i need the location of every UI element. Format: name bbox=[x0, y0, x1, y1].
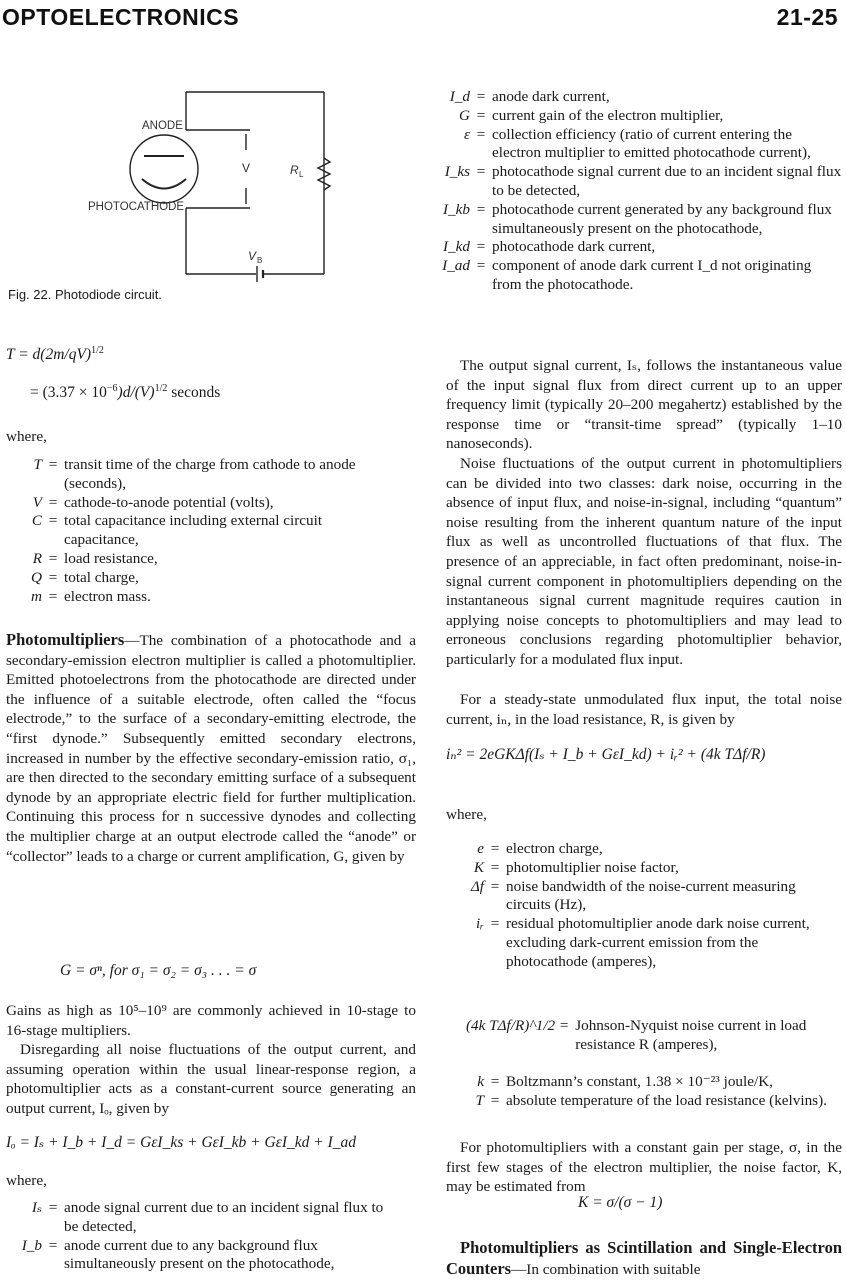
photocathode-current-definitions bbox=[404, 88, 844, 295]
definition-row bbox=[404, 126, 844, 164]
equals-sign: = bbox=[490, 877, 500, 895]
definition-row bbox=[418, 840, 838, 859]
equals-sign: = bbox=[48, 1199, 58, 1216]
equals-sign: = bbox=[476, 163, 486, 181]
definition-text: absolute temperature of the load resistance (kelvins). bbox=[506, 1091, 827, 1109]
definition-symbol: I_ad bbox=[442, 257, 470, 275]
noise-current-equation: iₙ² = 2eGKΔf(Iₛ + I_b + GεI_kd) + iᵣ² + (4k TΔf/R) bbox=[446, 746, 766, 763]
definition-symbol: Iₛ bbox=[31, 1199, 42, 1216]
transit-time-definitions bbox=[0, 456, 376, 606]
noise-factor-paragraph: For photomultipliers with a constant gain per stage, σ, in the first few stages of the electron multiplier, the noise factor, K, may be estimated from bbox=[446, 1139, 842, 1196]
definition-text: noise bandwidth of the noise-current measuring circuits (Hz), bbox=[506, 877, 796, 914]
definition-row bbox=[404, 238, 844, 257]
definition-text: electron charge, bbox=[506, 840, 603, 857]
definition-symbol: m bbox=[31, 587, 42, 605]
definition-row bbox=[404, 107, 844, 126]
definition-row bbox=[404, 201, 844, 239]
definition-text: load resistance, bbox=[64, 549, 158, 567]
equals-sign: = bbox=[48, 587, 58, 605]
definition-text: collection efficiency (ratio of current entering the electron multiplier to emitted photocathode current), bbox=[492, 125, 811, 162]
disregarding-paragraph: Disregarding all noise fluctuations of the output current, and assuming operation within the usual linear-response region, a photomultiplier acts as a constant-current source generating an output current, Iₒ, given by bbox=[6, 1041, 416, 1117]
section-heading-scintillation: Photomultipliers as Scintillation and Single-Electron Counters bbox=[446, 1238, 842, 1278]
photodiode-circuit-figure bbox=[60, 84, 350, 284]
equals-sign: = bbox=[490, 840, 500, 857]
definition-text: anode dark current, bbox=[492, 88, 610, 105]
definition-row bbox=[418, 878, 838, 916]
definition-row bbox=[0, 512, 376, 550]
definition-symbol: e bbox=[477, 840, 484, 857]
where-label-3: where, bbox=[446, 806, 487, 823]
equals-sign: = bbox=[476, 238, 486, 256]
running-header-title: OPTOELECTRONICS bbox=[2, 4, 240, 30]
gain-equation: G = σⁿ, for σ₁ = σ₂ = σ₃ . . . = σ bbox=[60, 962, 257, 979]
photomultipliers-paragraph: Photomultipliers—The combination of a photocathode and a secondary-emission electron multiplier is called a photomultiplier. Emitted photoelectrons from the photocathode are directed under the influence of a suitable electrode, often called the “focus electrode,” to the surface of a secondary-emitting electrode, the “first dynode.” Subsequently emitted secondary electrons, increased in number by the effective secondary-emission ratio, σ₁, are then directed to the secondary emitting surface of a subsequent dynode by an appropriate electric field for further multiplication. Continuing this process for n successive dynodes and collecting the multiplier charge at an output electrode called the “anode” or “collector” leads to a charge or current amplification, G, given by bbox=[6, 630, 416, 865]
definition-row bbox=[404, 163, 844, 201]
definition-row bbox=[418, 859, 838, 878]
definition-text: total capacitance including external circuit capacitance, bbox=[64, 512, 323, 549]
definition-row bbox=[0, 456, 376, 494]
equals-sign: = bbox=[476, 200, 486, 218]
equals-sign: = bbox=[476, 125, 486, 143]
equals-sign: = bbox=[48, 512, 58, 530]
definition-symbol: ε bbox=[464, 125, 470, 143]
voltage-label: V bbox=[242, 161, 251, 175]
definition-row bbox=[418, 915, 838, 971]
definition-symbol: iᵣ bbox=[476, 915, 484, 933]
anode-label: ANODE bbox=[142, 120, 183, 132]
definition-text: photocathode current generated by any background flux simultaneously present on the photocathode, bbox=[492, 200, 832, 237]
definition-text: total charge, bbox=[64, 568, 139, 586]
where-label: where, bbox=[6, 428, 47, 445]
definition-row bbox=[0, 588, 376, 607]
definition-symbol: G bbox=[459, 106, 470, 124]
definition-text: residual photomultiplier anode dark noise current, excluding dark-current emission from the photocathode (amperes), bbox=[506, 915, 810, 970]
definition-symbol: Δf bbox=[470, 877, 484, 895]
definition-symbol: R bbox=[32, 549, 42, 567]
definition-row bbox=[0, 494, 376, 513]
equals-sign: = bbox=[48, 568, 58, 586]
definition-row bbox=[0, 550, 376, 569]
where-label-2: where, bbox=[6, 1172, 47, 1189]
johnson-nyquist-definition: (4k TΔf/R)^1/2 = Johnson-Nyquist noise current in load resistance R (amperes), bbox=[466, 1017, 807, 1053]
output-current-definitions bbox=[0, 1199, 396, 1274]
equals-sign: = bbox=[490, 1073, 500, 1090]
definition-row bbox=[404, 257, 844, 295]
definition-symbol: T bbox=[475, 1091, 484, 1109]
output-current-equation: Iₒ = Iₛ + I_b + I_d = GεI_ks + GεI_kb + GεI_kd + I_ad bbox=[6, 1134, 356, 1151]
definition-row bbox=[418, 1092, 838, 1111]
boltzmann-definitions bbox=[418, 1073, 838, 1111]
output-signal-paragraph: The output signal current, Iₛ, follows the instantaneous value of the input signal flux from direct current up to an upper frequency limit (typically 20–200 megahertz) established by the response time or “transit-time spread” (typically 1–10 nanoseconds). bbox=[446, 357, 842, 453]
load-resistor-sub: L bbox=[299, 170, 304, 179]
transit-time-equation: $T = d(2m/qV)^{1/2}$ bbox=[6, 345, 104, 364]
definition-symbol: T bbox=[33, 456, 42, 473]
definition-text: photomultiplier noise factor, bbox=[506, 858, 679, 876]
equals-sign: = bbox=[476, 88, 486, 105]
equals-sign: = bbox=[48, 493, 58, 511]
definition-row bbox=[0, 569, 376, 588]
definition-symbol: Q bbox=[31, 568, 42, 586]
equals-sign: = bbox=[490, 858, 500, 876]
definition-text: photocathode signal current due to an incident signal flux to be detected, bbox=[492, 163, 842, 199]
definition-symbol: K bbox=[473, 858, 484, 876]
gains-paragraph: Gains as high as 10⁵–10⁹ are commonly achieved in 10-stage to 16-stage multipliers. bbox=[6, 1002, 416, 1039]
definition-text: transit time of the charge from cathode to anode (seconds), bbox=[64, 456, 356, 492]
definition-symbol: V bbox=[32, 493, 42, 511]
definition-row bbox=[0, 1199, 396, 1237]
transit-time-numeric-equation: = $(3.37 \times 10^{-6})d/(V)^{1/2}$ seconds bbox=[30, 383, 221, 402]
photocathode-label: PHOTOCATHODE bbox=[88, 201, 185, 213]
load-resistor-label: R bbox=[290, 163, 299, 177]
definition-text: anode signal current due to an incident signal flux to be detected, bbox=[64, 1199, 384, 1235]
noise-definitions bbox=[418, 840, 838, 972]
definition-row bbox=[418, 1073, 838, 1092]
equals-sign: = bbox=[476, 257, 486, 275]
definition-text: anode current due to any background flux simultaneously present on the photocathode, bbox=[64, 1236, 335, 1273]
noise-factor-equation: K = σ/(σ − 1) bbox=[578, 1194, 663, 1211]
bias-voltage-sub: B bbox=[257, 256, 263, 265]
definition-symbol: I_ks bbox=[444, 163, 470, 181]
definition-symbol: I_kd bbox=[443, 238, 470, 256]
equals-sign: = bbox=[476, 106, 486, 124]
definition-text: electron mass. bbox=[64, 587, 151, 605]
equals-sign: = bbox=[48, 456, 58, 473]
page-number: 21-25 bbox=[776, 4, 838, 30]
section-heading-photomultipliers: Photomultipliers bbox=[6, 630, 125, 649]
definition-text: current gain of the electron multiplier, bbox=[492, 106, 724, 124]
definition-symbol: C bbox=[31, 512, 42, 530]
steady-state-paragraph: For a steady-state unmodulated flux input, the total noise current, iₙ, in the load resistance, R, is given by bbox=[446, 691, 842, 728]
definition-text: photocathode dark current, bbox=[492, 238, 656, 256]
equals-sign: = bbox=[48, 1236, 58, 1254]
definition-symbol: I_d bbox=[449, 88, 470, 105]
figure-caption: Fig. 22. Photodiode circuit. bbox=[8, 287, 162, 302]
scintillation-section: Photomultipliers as Scintillation and Single-Electron Counters—In combination with suitable bbox=[446, 1238, 842, 1278]
definition-row bbox=[0, 1237, 396, 1275]
bias-voltage-label: V bbox=[248, 249, 257, 263]
noise-fluctuations-paragraph: Noise fluctuations of the output current in photomultipliers can be divided into two classes: dark noise, occurring in the absence of input flux, and noise-in-signal, including “quantum” noise resulting from the inherent quantum nature of the input flux as well as uncontrolled fluctuations of that flux. The presence of an appreciable, in fact often predominant, noise-in-signal current component in photomultipliers depending on the instantaneous signal current magnitude requires caution in applying noise concepts to photomultipliers and may lead to erroneous conclusions regarding photomultiplier behavior, particularly for a modulated flux input. bbox=[446, 455, 842, 668]
definition-symbol: I_kb bbox=[443, 200, 470, 218]
definition-text: cathode-to-anode potential (volts), bbox=[64, 493, 274, 511]
definition-text: component of anode dark current I_d not originating from the photocathode. bbox=[492, 257, 812, 293]
equals-sign: = bbox=[490, 1091, 500, 1109]
definition-text: Boltzmann’s constant, 1.38 × 10⁻²³ joule/K, bbox=[506, 1073, 773, 1090]
definition-symbol: I_b bbox=[21, 1236, 42, 1254]
definition-symbol: k bbox=[477, 1073, 484, 1090]
equals-sign: = bbox=[490, 915, 500, 933]
equals-sign: = bbox=[48, 549, 58, 567]
definition-row bbox=[404, 88, 844, 107]
